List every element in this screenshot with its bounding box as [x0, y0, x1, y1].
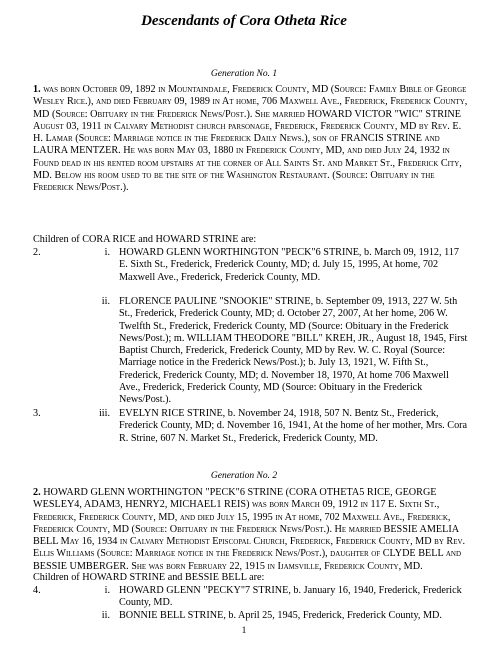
child-text: EVELYN RICE STRINE, b. November 24, 1918, 507 N. Bentz St., Frederick, Frederick County, MD; d. November 16, 1941, At the home of her mother, Mrs. Cora R. Strine, 607 N. Market St., Frederick, Frederick County, MD.: [119, 408, 468, 444]
page-number: 1: [241, 626, 247, 636]
entry-text: HOWARD GLENN WORTHINGTON "PECK"6 STRINE (CORA OTHETA5 RICE, GEORGE WESLEY4, ADAM3, HENRY2, MICHAEL1 REIS) was born March 09, 1912 in 117 E. Sixth St., Frederick, Frederick County, MD, and died July 15, 1995 in At home, 702 Maxwell Ave., Frederick, Frederick County, MD (Source: Obituary in the Frederick News/Post.). He married BESSIE AMELIA BELL May 16, 1934 in Calvary Methodist Episcopal Church, Frederick, Frederick County, MD by Rev. Ellis Williams (Source: Marriage notice in the Frederick News/Post.), daughter of CLYDE BELL and BESSIE UMBERGER. She was born February 22, 1915 in Ijamsville, Frederick County, MD.: [33, 487, 466, 572]
child-item: [33, 408, 468, 445]
entry-1: [33, 84, 468, 195]
child-text: HOWARD GLENN "PECKY"7 STRINE, b. January 16, 1940, Frederick, Frederick County, MD.: [119, 585, 462, 609]
entry-number: 2.: [33, 487, 41, 498]
child-item: [33, 610, 468, 622]
child-roman: i.: [104, 585, 110, 596]
child-text: FLORENCE PAULINE "SNOOKIE" STRINE, b. September 09, 1913, 227 W. 5th St., Frederick, Frederick County, MD; d. October 27, 2007, At her home, 206 W. Twelfth St., Frederick, Frederick County, MD (Source: Obituary in the Frederick News/Post.); m. WILLIAM THEODORE "BILL" KREH, JR., August 18, 1945, First Baptist Church, Frederick, Frederick County, MD by Rev. W. C. Royal (Source: Marriage notice in the Frederick News/Post.); b. July 13, 1921, W. Fifth St., Frederick, Frederick County, MD; d. November 18, 1970, At home 706 Maxwell Ave., Frederick, Frederick County, MD (Source: Obituary in the Frederick News/Post.).: [119, 296, 468, 406]
entry-number: 1.: [33, 84, 41, 95]
child-roman: ii.: [101, 296, 110, 307]
child-item: [33, 585, 468, 610]
generation-2-label: Generation No. 2: [210, 471, 278, 481]
child-text: BONNIE BELL STRINE, b. April 25, 1945, Frederick, Frederick County, MD.: [119, 610, 442, 621]
children-heading-1: Children of CORA RICE and HOWARD STRINE are:: [33, 234, 257, 245]
child-roman: ii.: [101, 610, 110, 621]
child-roman: i.: [104, 247, 110, 258]
page-title: Descendants of Cora Otheta Rice: [141, 13, 347, 29]
entry-text: was born October 09, 1892 in Mountaindale, Frederick County, MD (Source: Family Bible of George Wesley Rice.), and died February 09, 1989 in At home, 706 Maxwell Ave., Frederick, Frederick County, MD (Source: Obituary in the Frederick News/Post.). She married HOWARD VICTOR "WIC" STRINE August 03, 1911 in Calvary Methodist church parsonage, Frederick, Frederick County, MD by Rev. E. H. Lamar (Source: Marriage notice in the Frederick Daily News.), son of FRANCIS STRINE and LAURA MENTZER. He was born May 03, 1880 in Frederick County, MD, and died July 24, 1932 in Found dead in his rented room upstairs at the corner of All Saints St. and Market St., Frederick City, MD. Below his room used to be the site of the Washington Restaurant. (Source: Obituary in the Frederick News/Post.).: [33, 84, 468, 194]
child-item: [33, 247, 468, 284]
child-number: 4.: [33, 585, 41, 596]
entry-2: [33, 487, 468, 573]
child-number: 3.: [33, 408, 41, 419]
child-item: [33, 296, 468, 407]
child-number: 2.: [33, 247, 41, 258]
children-heading-2: Children of HOWARD STRINE and BESSIE BELL are:: [33, 572, 265, 583]
child-text: HOWARD GLENN WORTHINGTON "PECK"6 STRINE, b. March 09, 1912, 117 E. Sixth St., Frederick, Frederick County, MD; d. July 15, 1995, At home, 702 Maxwell Ave., Frederick, Frederick County, MD.: [119, 247, 459, 283]
child-roman: iii.: [98, 408, 110, 419]
generation-1-label: Generation No. 1: [210, 69, 278, 79]
